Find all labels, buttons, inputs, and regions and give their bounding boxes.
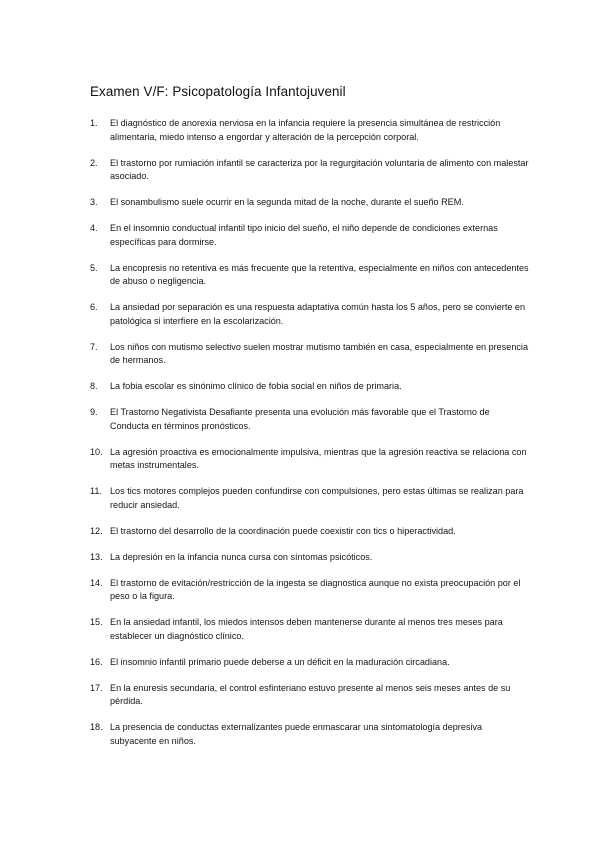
question-text: En la ansiedad infantil, los miedos intensos deben mantenerse durante al menos tres meses para establecer un diagnóstico clínico. (110, 617, 503, 641)
question-number: 10. (90, 446, 103, 457)
question-text: El trastorno de evitación/restricción de la ingesta se diagnostica aunque no exista preocupación por el peso o la figura. (110, 577, 521, 601)
question-item (90, 157, 530, 184)
question-text: En el insomnio conductual infantil tipo inicio del sueño, el niño depende de condiciones externas específicas para dormirse. (110, 223, 498, 247)
question-text: La ansiedad por separación es una respuesta adaptativa común hasta los 5 años, pero se convierte en patológica si interfiere en la escolarización. (110, 302, 526, 326)
question-item (90, 721, 530, 748)
question-text: La agresión proactiva es emocionalmente impulsiva, mientras que la agresión reactiva se relaciona con metas instrumentales. (110, 446, 527, 470)
question-item (90, 616, 530, 643)
question-item (90, 485, 530, 512)
question-text: En la enuresis secundaria, el control esfinteriano estuvo presente al menos seis meses antes de su pérdida. (110, 682, 511, 706)
question-number: 17. (90, 682, 103, 693)
question-number: 14. (90, 577, 103, 588)
question-text: El Trastorno Negativista Desafiante presenta una evolución más favorable que el Trastorno de Conducta en términos pronósticos. (110, 407, 490, 431)
question-item (90, 262, 530, 289)
question-item (90, 682, 530, 709)
question-number: 5. (90, 262, 98, 273)
question-number: 7. (90, 341, 98, 352)
question-item (90, 341, 530, 368)
question-text: La depresión en la infancia nunca cursa con síntomas psicóticos. (110, 551, 373, 562)
question-text: El sonambulismo suele ocurrir en la segunda mitad de la noche, durante el sueño REM. (110, 197, 464, 207)
question-text: La encopresis no retentiva es más frecuente que la retentiva, especialmente en niños con antecedentes de abuso o negligencia. (110, 262, 529, 286)
question-text: La fobia escolar es sinónimo clínico de fobia social en niños de primaria. (110, 381, 402, 391)
question-item (90, 117, 530, 144)
question-text: El trastorno por rumiación infantil se caracteriza por la regurgitación voluntaria de alimento con malestar asociado. (110, 157, 529, 181)
question-text: Los tics motores complejos pueden confundirse con compulsiones, pero estas últimas se realizan para reducir ansiedad. (110, 486, 524, 510)
question-item (90, 380, 530, 394)
question-number: 4. (90, 223, 98, 233)
question-item (90, 406, 530, 433)
question-number: 6. (90, 302, 98, 312)
question-number: 15. (90, 617, 103, 627)
question-item (90, 551, 530, 565)
question-number: 9. (90, 407, 98, 417)
question-number: 8. (90, 381, 98, 391)
question-number: 11. (90, 486, 102, 496)
question-number: 13. (90, 551, 103, 562)
question-list (90, 117, 530, 761)
question-item (90, 656, 530, 670)
exam-title: Examen V/F: Psicopatología Infantojuvenil (90, 84, 346, 99)
question-text: El trastorno del desarrollo de la coordinación puede coexistir con tics o hiperactividad. (110, 525, 456, 536)
question-text: Los niños con mutismo selectivo suelen mostrar mutismo también en casa, especialmente en presencia de hermanos. (110, 341, 529, 365)
question-number: 18. (90, 722, 103, 732)
question-number: 2. (90, 157, 98, 168)
question-item (90, 301, 530, 328)
question-item (90, 196, 530, 210)
question-item (90, 525, 530, 539)
question-text: El insomnio infantil primario puede deberse a un déficit en la maduración circadiana. (110, 656, 450, 667)
question-item (90, 577, 530, 604)
question-number: 12. (90, 525, 103, 536)
question-text: El diagnóstico de anorexia nerviosa en la infancia requiere la presencia simultánea de restricción alimentaria, miedo intenso a engordar y alteración de la percepción corporal. (110, 118, 501, 142)
question-item (90, 222, 530, 249)
question-number: 3. (90, 197, 98, 207)
question-text: La presencia de conductas externalizantes puede enmascarar una sintomatología depresiva subyacente en niños. (110, 722, 483, 746)
question-item (90, 446, 530, 473)
question-number: 16. (90, 656, 103, 667)
question-number: 1. (90, 118, 98, 128)
